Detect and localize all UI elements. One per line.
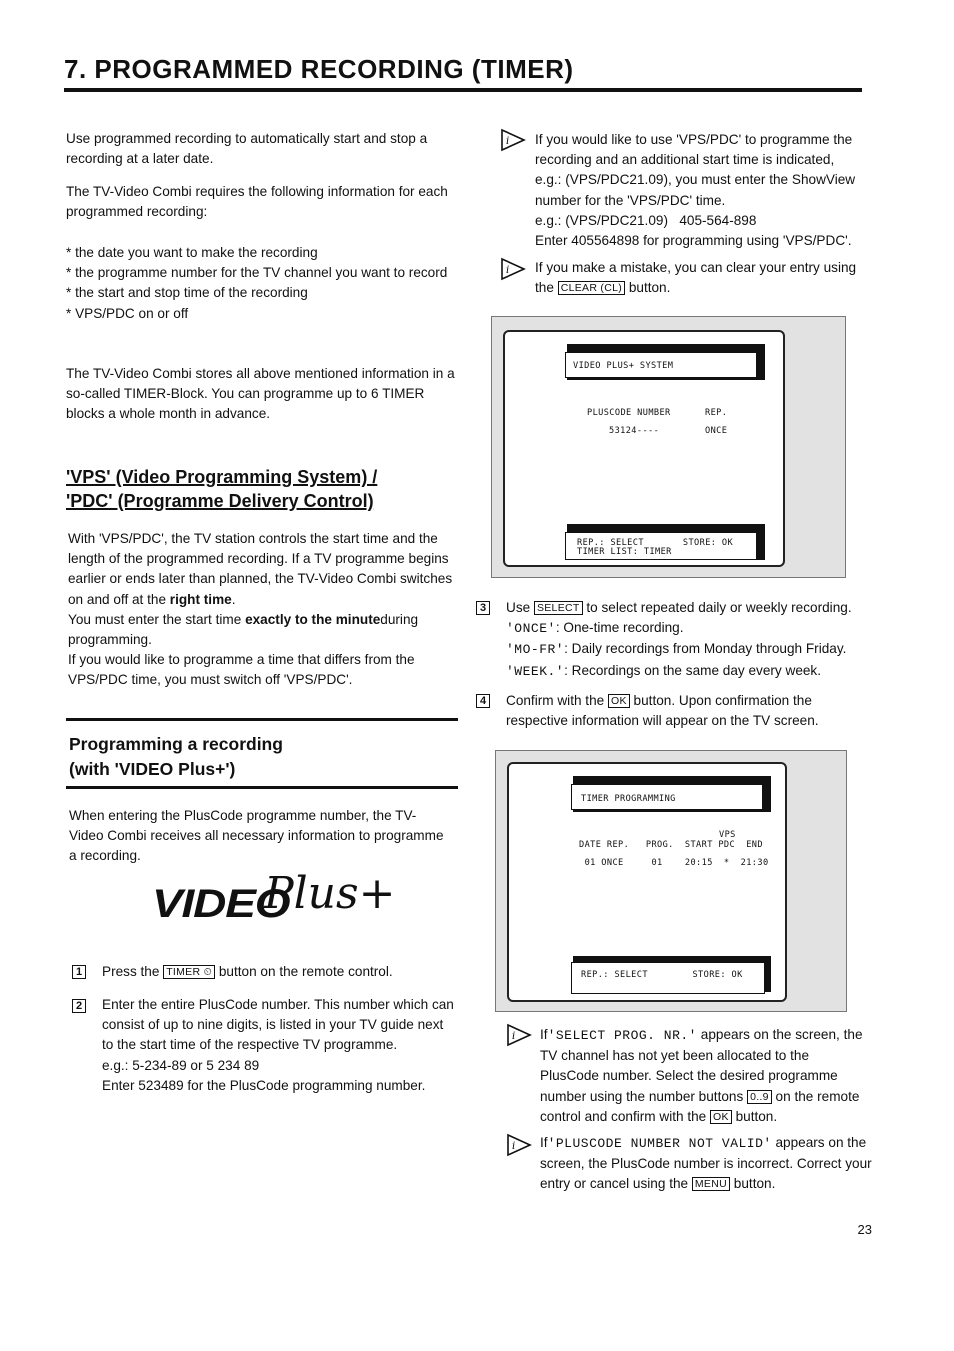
tv-screen-video-plus-system — [503, 330, 785, 567]
step-number-4: 4 — [476, 694, 490, 708]
logo-video-text: VIDEO — [152, 882, 290, 926]
svg-text:i: i — [506, 136, 510, 147]
clear-key: CLEAR (CL) — [558, 281, 625, 295]
step-number-3: 3 — [476, 601, 490, 615]
osd-header: VIDEO PLUS+ SYSTEM — [573, 361, 674, 371]
svg-text:i: i — [506, 265, 510, 276]
step-3-text: Use SELECT to select repeated daily or weekly recording. 'ONCE': One-time recording. 'MO-FR': Daily recordings from Monday through Friday. 'WEEK.': Recordings on the same day every week. — [506, 600, 852, 679]
info-icon — [506, 1133, 532, 1157]
step-2-text: Enter the entire PlusCode number. This number which can consist of up to nine digits, is listed in your TV guide next to the start time of the respective TV programme. e.g.: 5-234-89 or 5 234 89 Enter 523489 for the PlusCode programming number. — [102, 997, 454, 1093]
logo-plus-script: Plus+ — [264, 868, 396, 919]
osd-footer-1: REP.: SELECT STORE: OK — [577, 538, 734, 548]
info-icon — [506, 1023, 532, 1047]
list-item: * the start and stop time of the recording — [66, 285, 308, 301]
step-number-2: 2 — [72, 999, 86, 1013]
list-item: * the programme number for the TV channel you want to record — [66, 265, 448, 281]
osd-pluscode-value: 53124---- — [609, 426, 660, 436]
step-number-1: 1 — [72, 965, 86, 979]
tip-select-prog: If'SELECT PROG. NR.' appears on the screen, the TV channel has not yet been allocated to the PlusCode number. Select the desired programme number using the number buttons 0..9 on the remote control and confirm with the OK button. — [540, 1027, 863, 1124]
menu-key: MENU — [692, 1177, 730, 1191]
video-plus-logo — [152, 868, 396, 948]
programming-heading-line-1: Programming a recording — [69, 734, 283, 754]
requirements-list — [66, 243, 451, 324]
tip-pluscode-invalid: If'PLUSCODE NUMBER NOT VALID' appears on the screen, the PlusCode number is incorrect. Correct your entry or cancel using the MENU button. — [540, 1135, 872, 1192]
vps-paragraph-3: If you would like to programme a time that differs from the VPS/PDC time, you must switch off 'VPS/PDC'. — [68, 652, 415, 688]
svg-text:i: i — [512, 1141, 516, 1152]
select-key: SELECT — [534, 601, 583, 615]
info-icon — [500, 257, 526, 281]
timer-key: TIMER ⏲ — [163, 965, 215, 979]
ok-key: OK — [710, 1110, 732, 1124]
tv-screen-timer-programming — [507, 762, 787, 1002]
programming-heading-line-2: (with 'VIDEO Plus+') — [69, 759, 236, 779]
intro-paragraph-3: The TV-Video Combi stores all above mentioned information in a so-called TIMER-Block. You can programme up to 6 TIMER blocks a whole month in advance. — [66, 366, 455, 422]
number-keys: 0..9 — [747, 1090, 772, 1104]
tip-vps-pdc: If you would like to use 'VPS/PDC' to programme the recording and an additional start time is indicated, e.g.: (VPS/PDC21.09), you must enter the ShowView number for the 'VPS/PDC' time. e.g.: (VPS/PDC21.09) 405-564-898 Enter 405564898 for programming using 'VPS/PDC'. — [535, 132, 856, 249]
page-title: 7. PROGRAMMED RECORDING (TIMER) — [64, 54, 574, 84]
page-number: 23 — [857, 1222, 872, 1237]
vps-heading-line-2: 'PDC' (Programme Delivery Control) — [66, 491, 374, 511]
osd-values: 01 ONCE 01 20:15 * 21:30 — [579, 858, 769, 868]
title-rule — [64, 88, 862, 92]
svg-text:i: i — [512, 1031, 516, 1042]
osd-vps-label: VPS — [719, 830, 736, 840]
list-item: * VPS/PDC on or off — [66, 305, 189, 321]
step-1-text: Press the TIMER ⏲ button on the remote control. — [102, 964, 393, 979]
ok-key: OK — [608, 694, 630, 708]
section-rule-bottom — [66, 786, 458, 789]
list-item: * the date you want to make the recording — [66, 245, 318, 260]
osd-footer-2: TIMER LIST: TIMER — [577, 547, 672, 557]
osd-col-rep: REP. — [705, 408, 728, 418]
vps-paragraph-2: You must enter the start time exactly to the minuteduring programming. — [68, 612, 419, 648]
osd-col-pluscode: PLUSCODE NUMBER — [587, 408, 671, 418]
programming-paragraph: When entering the PlusCode programme number, the TV-Video Combi receives all necessary information to programme a recording. — [69, 808, 444, 864]
intro-paragraph-2: The TV-Video Combi requires the following information for each programmed recording: — [66, 184, 448, 220]
vps-paragraph-1: With 'VPS/PDC', the TV station controls the start time and the length of the programmed recording. If a TV programme begins earlier or ends later than planned, the TV-Video Combi switches on and off at the right time. — [68, 531, 453, 607]
osd-columns: DATE REP. PROG. START PDC END — [579, 840, 763, 850]
osd-header: TIMER PROGRAMMING — [581, 794, 676, 804]
step-4-text: Confirm with the OK button. Upon confirmation the respective information will appear on the TV screen. — [506, 693, 819, 729]
section-rule-top — [66, 718, 458, 721]
tip-clear-entry: If you make a mistake, you can clear your entry using the CLEAR (CL) button. — [535, 260, 857, 296]
info-icon — [500, 128, 526, 152]
intro-paragraph-1: Use programmed recording to automatically start and stop a recording at a later date. — [66, 131, 428, 167]
vps-heading-line-1: 'VPS' (Video Programming System) / — [66, 467, 378, 487]
osd-footer: REP.: SELECT STORE: OK — [581, 970, 743, 980]
osd-rep-value: ONCE — [705, 426, 728, 436]
